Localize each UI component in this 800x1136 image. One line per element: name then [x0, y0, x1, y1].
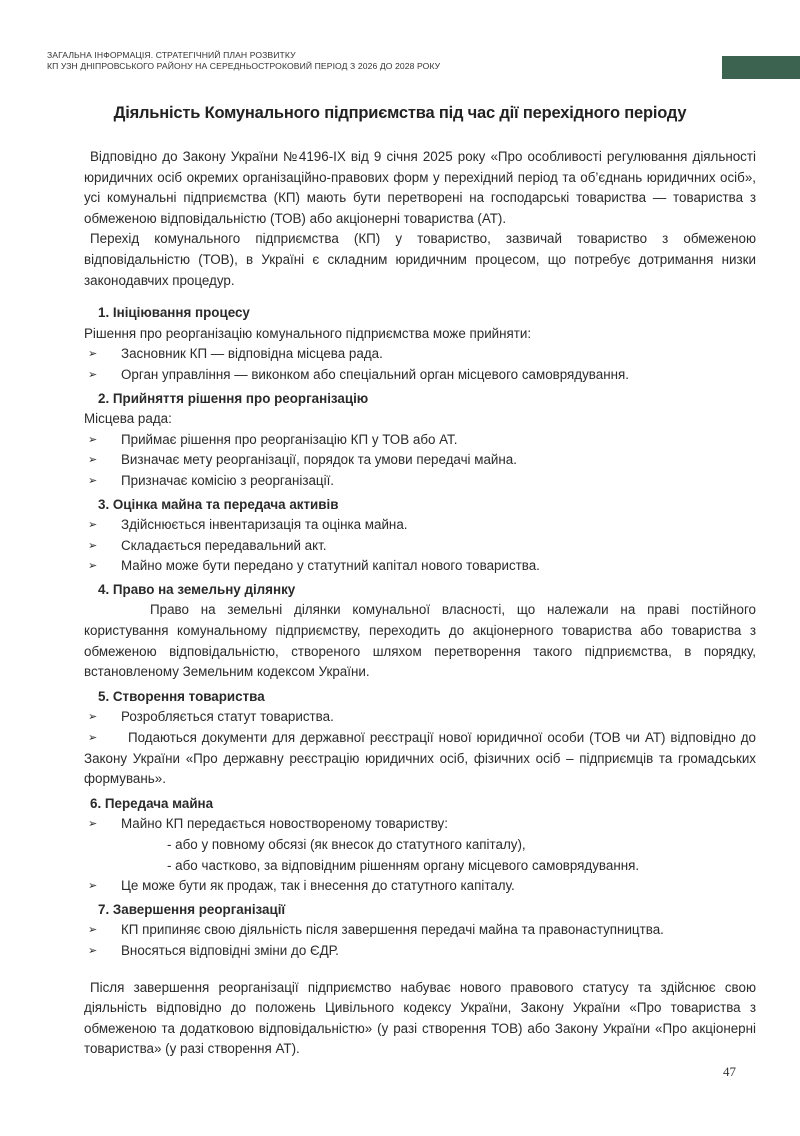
- arrow-bullet-icon: ➢: [88, 880, 98, 893]
- intro-paragraph-2: Перехід комунального підприємства (КП) у товариство, зазвичай товариство з обмеженою відповідальністю (ТОВ), в Україні є складним юридичним процесом, що потребує дотримання низки законодавчих процедур.: [84, 231, 756, 288]
- section-1: [84, 303, 756, 385]
- header-line-2: КП УЗН ДНІПРОВСЬКОГО РАЙОНУ НА СЕРЕДНЬОСТРОКОВИЙ ПЕРІОД З 2026 ДО 2028 РОКУ: [47, 61, 441, 71]
- header-text: [47, 50, 440, 72]
- list-item: ➢ Вносяться відповідні зміни до ЄДР.: [84, 941, 756, 962]
- arrow-bullet-icon: ➢: [88, 433, 98, 446]
- section-7: [84, 900, 756, 962]
- arrow-bullet-icon: ➢: [88, 711, 98, 724]
- list-item: ➢ Визначає мету реорганізації, порядок та умови передачі майна.: [84, 450, 756, 471]
- header-accent-bar: [722, 56, 800, 79]
- conclusion-paragraph: Після завершення реорганізації підприємство набуває нового правового статусу та здійснює свою діяльність відповідно до положень Цивільного кодексу України, Закону України «Про товариства з обмеженою та додатковою відповідальністю» (у разі створення ТОВ) або Закону України «Про акціонерні товариства» (у разі створення АТ).: [84, 979, 756, 1057]
- list-item: ➢ Призначає комісію з реорганізації.: [84, 471, 756, 492]
- arrow-bullet-icon: ➢: [88, 924, 98, 937]
- list-item: ➢ Засновник КП — відповідна місцева рада.: [84, 344, 756, 365]
- arrow-bullet-icon: ➢: [88, 474, 98, 487]
- list-item: ➢ Складається передавальний акт.: [84, 536, 756, 557]
- section-6: [84, 794, 756, 897]
- section-text: Право на земельні ділянки комунальної власності, що належали на праві постійного користування комунальному підприємству, переходить до акціонерного товариства або товариства з обмеженою відповідальністю, створеного шляхом перетворення такого підприємства, в порядку, встановленому Земельним кодексом України.: [84, 602, 756, 680]
- section-3: [84, 495, 756, 577]
- sub-item: - або частково, за відповідним рішенням органу місцевого самоврядування.: [167, 857, 640, 873]
- section-lead: Місцева рада:: [84, 411, 172, 427]
- section-title: 4. Право на земельну ділянку: [98, 581, 296, 597]
- page-title: Діяльність Комунального підприємства під час дії перехідного періоду: [113, 104, 687, 122]
- arrow-bullet-icon: ➢: [88, 519, 98, 532]
- page-number: 47: [723, 1064, 736, 1079]
- arrow-bullet-icon: ➢: [88, 732, 98, 745]
- list-item: ➢ Майно може бути передано у статутний капітал нового товариства.: [84, 556, 756, 577]
- sub-item: - або у повному обсязі (як внесок до статутного капіталу),: [167, 837, 526, 852]
- arrow-bullet-icon: ➢: [88, 454, 98, 467]
- list-item: ➢ Це може бути як продаж, так і внесення до статутного капіталу.: [84, 876, 756, 897]
- section-title: 5. Створення товариства: [98, 688, 265, 704]
- arrow-bullet-icon: ➢: [88, 368, 98, 381]
- section-title: 1. Ініціювання процесу: [98, 305, 250, 321]
- section-4: [84, 580, 756, 683]
- list-item: ➢ Подаються документи для державної реєстрації нової юридичної особи (ТОВ чи АТ) відповідно до Закону України «Про державну реєстрацію юридичних осіб, фізичних осіб – підприємців та громадських формувань».: [84, 730, 756, 787]
- section-title: 6. Передача майна: [90, 795, 214, 811]
- section-2: [84, 389, 756, 492]
- section-lead: Рішення про реорганізацію комунального підприємства може прийняти:: [84, 325, 532, 341]
- list-item: ➢ Приймає рішення про реорганізацію КП у ТОВ або АТ.: [84, 430, 756, 451]
- list-item: ➢ Майно КП передається новоствореному товариству:: [84, 814, 756, 835]
- list-item: ➢ КП припиняє свою діяльність після завершення передачі майна та правонаступництва.: [84, 920, 756, 941]
- arrow-bullet-icon: ➢: [88, 539, 98, 552]
- section-title: 2. Прийняття рішення про реорганізацію: [98, 390, 369, 406]
- arrow-bullet-icon: ➢: [88, 818, 98, 831]
- arrow-bullet-icon: ➢: [88, 560, 98, 573]
- list-item: ➢ Здійснюється інвентаризація та оцінка майна.: [84, 515, 756, 536]
- arrow-bullet-icon: ➢: [88, 348, 98, 361]
- section-title: 7. Завершення реорганізації: [98, 901, 286, 917]
- list-item: ➢ Розробляється статут товариства.: [84, 707, 756, 728]
- document-body: [84, 147, 756, 1060]
- arrow-bullet-icon: ➢: [88, 944, 98, 957]
- section-5: [84, 687, 756, 790]
- header-line-1: ЗАГАЛЬНА ІНФОРМАЦІЯ. СТРАТЕГІЧНИЙ ПЛАН РОЗВИТКУ: [47, 50, 296, 60]
- list-item: ➢ Орган управління — виконком або спеціальний орган місцевого самоврядування.: [84, 365, 756, 386]
- section-title: 3. Оцінка майна та передача активів: [98, 496, 339, 512]
- intro-paragraph-1: Відповідно до Закону України №4196-IX від 9 січня 2025 року «Про особливості регулювання діяльності юридичних осіб окремих організаційно-правових форм у перехідний період та об’єднань юридичних осіб», усі комунальні підприємства (КП) мають бути перетворені на господарські товариства — товариства з обмеженою відповідальністю (ТОВ) або акціонерні товариства (АТ).: [84, 149, 756, 226]
